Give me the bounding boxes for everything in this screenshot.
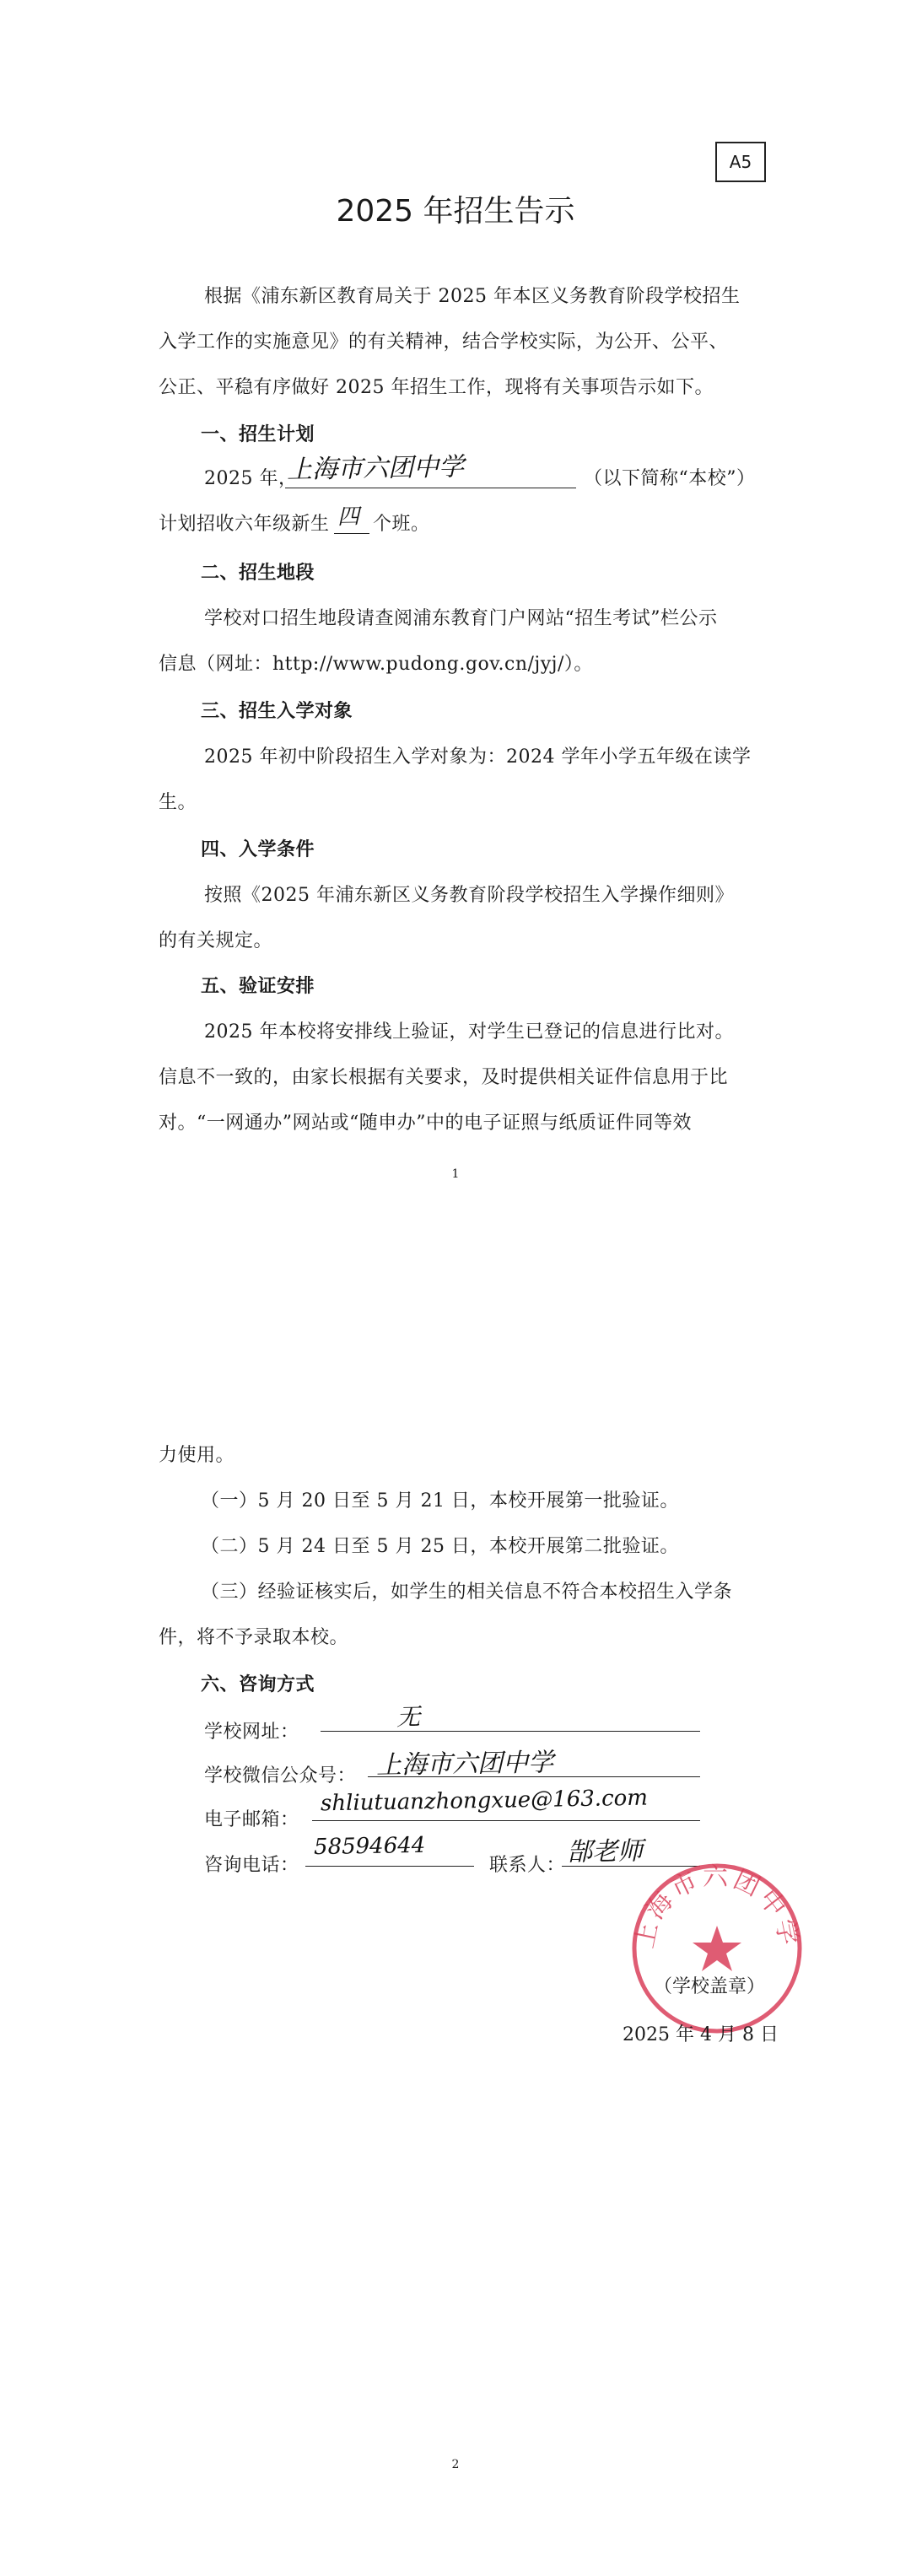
intro-line-3: 公正、平稳有序做好 2025 年招生工作，现将有关事项告示如下。 xyxy=(159,377,714,398)
email-underline xyxy=(312,1820,700,1821)
seal-star-icon xyxy=(693,1926,741,1971)
email-label: 电子邮箱： xyxy=(204,1809,299,1830)
page-number-1: 1 xyxy=(451,1167,460,1181)
verification-line-1: 2025 年本校将安排线上验证，对学生已登记的信息进行比对。 xyxy=(204,1021,734,1043)
website-label: 学校网址： xyxy=(204,1722,299,1743)
school-name-handwritten: 上海市六团中学 xyxy=(286,452,465,485)
school-seal xyxy=(628,1860,806,2037)
section-heading-verification: 五、验证安排 xyxy=(201,976,315,997)
seal-caption: （学校盖章） xyxy=(654,1976,766,1997)
verification-item-3-cont: 件，将不予录取本校。 xyxy=(159,1627,349,1648)
wechat-label: 学校微信公众号： xyxy=(204,1765,357,1786)
verification-item-1: （一）5 月 20 日至 5 月 21 日，本校开展第一批验证。 xyxy=(201,1490,679,1512)
section-heading-eligibility: 三、招生入学对象 xyxy=(201,701,353,722)
website-value-handwritten: 无 xyxy=(396,1702,421,1732)
page-number-2: 2 xyxy=(451,2458,460,2471)
section-heading-district: 二、招生地段 xyxy=(201,563,315,584)
contact-person-handwritten: 郜老师 xyxy=(566,1836,644,1867)
plan-year-prefix: 2025 年， xyxy=(204,468,298,489)
district-line-2: 信息（网址：http://www.pudong.gov.cn/jyj/）。 xyxy=(159,654,593,675)
section-heading-contact: 六、咨询方式 xyxy=(201,1674,315,1695)
conditions-line-2: 的有关规定。 xyxy=(159,930,273,951)
email-value-handwritten: shliutuanzhongxue@163.com xyxy=(320,1785,649,1817)
eligibility-line-1: 2025 年初中阶段招生入学对象为：2024 学年小学五年级在读学 xyxy=(204,746,752,768)
wechat-underline xyxy=(368,1776,700,1777)
district-line-1: 学校对口招生地段请查阅浦东教育门户网站“招生考试”栏公示 xyxy=(204,608,718,629)
website-underline xyxy=(321,1731,700,1732)
plan-prefix: 计划招收六年级新生 xyxy=(159,514,330,535)
eligibility-line-2: 生。 xyxy=(159,792,197,813)
verification-line-3: 对。“一网通办”网站或“随申办”中的电子证照与纸质证件同等效 xyxy=(159,1113,692,1134)
phone-label: 咨询电话： xyxy=(204,1855,299,1876)
section-heading-conditions: 四、入学条件 xyxy=(201,839,315,860)
page-title: 2025 年招生告示 xyxy=(336,194,575,229)
verification-item-3: （三）经验证核实后，如学生的相关信息不符合本校招生入学条 xyxy=(201,1582,733,1603)
intro-line-1: 根据《浦东新区教育局关于 2025 年本区义务教育阶段学校招生 xyxy=(204,286,741,307)
notice-date: 2025 年 4 月 8 日 xyxy=(623,2024,779,2045)
class-count-handwritten: 四 xyxy=(337,504,360,531)
document-code-badge: A5 xyxy=(715,142,766,182)
seal-text: 上海市六团中学 xyxy=(629,1862,805,1951)
verification-continued: 力使用。 xyxy=(159,1445,235,1466)
contact-person-label: 联系人： xyxy=(489,1855,566,1876)
plan-suffix: 个班。 xyxy=(373,514,430,535)
wechat-value-handwritten: 上海市六团中学 xyxy=(375,1748,554,1781)
section-heading-plan: 一、招生计划 xyxy=(201,424,315,445)
verification-line-2: 信息不一致的，由家长根据有关要求，及时提供相关证件信息用于比 xyxy=(159,1067,729,1088)
conditions-line-1: 按照《2025 年浦东新区义务教育阶段学校招生入学操作细则》 xyxy=(204,885,734,906)
verification-item-2: （二）5 月 24 日至 5 月 25 日，本校开展第二批验证。 xyxy=(201,1536,679,1557)
class-count-underline xyxy=(334,533,369,534)
intro-line-2: 入学工作的实施意见》的有关精神，结合学校实际，为公开、公平、 xyxy=(159,331,729,353)
plan-abbreviation-note: （以下简称“本校”） xyxy=(584,468,756,489)
phone-underline xyxy=(305,1866,474,1867)
phone-value-handwritten: 58594644 xyxy=(313,1832,426,1861)
